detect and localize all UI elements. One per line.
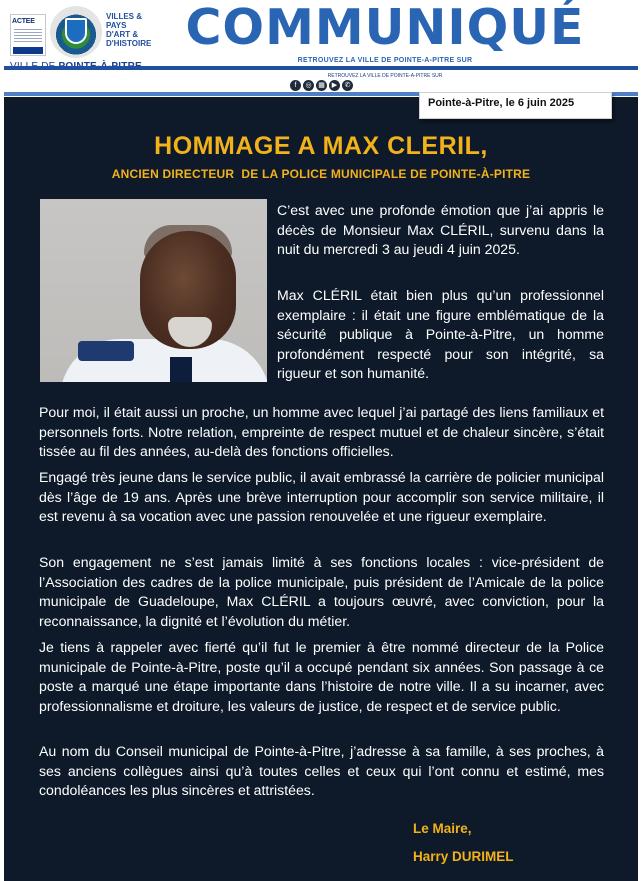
tagline-small: RETROUVEZ LA VILLE DE POINTE-A-PITRE SUR <box>327 73 443 79</box>
header <box>0 0 642 97</box>
seal-shield-icon <box>65 18 87 44</box>
acotee-logo <box>10 14 46 56</box>
paragraph-7: Au nom du Conseil municipal de Pointe-à-Pitre, j’adresse à sa famille, à ses proches, à ses anciens collègues ainsi qu’à toutes celles et ceux qui l’ont connu et estimé, mes condoléances les plus sincères et attristées. <box>39 743 604 798</box>
acotee-label: ACTEE <box>12 18 35 25</box>
villes-pays-art-logo: VILLES & PAYS D'ART & D'HISTOIRE <box>106 12 152 48</box>
paragraph-2: Max CLÉRIL était bien plus qu’un professionnel exemplaire : il était une figure emblématique de la sécurité publique à Pointe-à-Pitre, un homme profondément respecté pour son intégrité, sa rigueur et son humanité. <box>277 287 604 381</box>
acotee-badge-icon <box>13 47 43 54</box>
whatsapp-icon[interactable]: ✆ <box>342 80 353 91</box>
paragraph-6: Je tiens à rappeler avec fierté qu’il fut le premier à être nommé directeur de la Police municipale de Pointe-à-Pitre, poste qu’il a occupé pendant six années. Son passage à ce poste a marqué une étape importante dans l’histoire de notre ville. Il a su incarner, avec professionnalisme et droiture, les valeurs de justice, de respect et de service public. <box>39 639 604 714</box>
portrait-photo <box>40 199 267 382</box>
header-divider <box>4 66 638 70</box>
city-seal-icon <box>50 6 102 58</box>
paragraph-5: Son engagement ne s’est jamais limité à ses fonctions locales : vice-président de l’Association des cadres de la police municipale, puis président de l’Amicale de la police municipale de Guadeloupe, Max CLÉRIL a toujours œuvré, avec conviction, pour la reconnaissance, la dignité et l’évolution du métier. <box>39 554 604 629</box>
instagram-icon[interactable]: ◎ <box>303 80 314 91</box>
facebook-icon[interactable]: f <box>290 80 301 91</box>
page-title: HOMMAGE A MAX CLERIL, <box>154 132 488 160</box>
paragraph-1: C’est avec une profonde émotion que j’ai appris le décès de Monsieur Max CLÉRIL, survenu dans la nuit du mercredi 3 au jeudi 4 juin 2025. <box>277 202 604 257</box>
social-links <box>290 80 353 91</box>
photo-epaulette <box>78 341 134 361</box>
photo-tie <box>170 357 192 382</box>
date-label: Pointe-à-Pitre, le 6 juin 2025 <box>419 92 612 119</box>
tagline: RETROUVEZ LA VILLE DE POINTE-A-PITRE SUR <box>297 57 473 64</box>
web-icon[interactable]: ▦ <box>316 80 327 91</box>
city-logo-block <box>4 4 152 70</box>
signature-role: Le Maire, <box>413 821 472 836</box>
signature-name: Harry DURIMEL <box>413 849 514 864</box>
acotee-lines-icon <box>14 29 42 43</box>
paragraph-4: Engagé très jeune dans le service public, il avait embrassé la carrière de policier municipal dès l’âge de 19 ans. Après une brève interruption pour accomplir son service militaire, il est revenu à sa vocation avec une passion renouvelée et une rigueur exemplaire. <box>39 469 604 524</box>
youtube-icon[interactable]: ▶ <box>329 80 340 91</box>
masthead-title: COMMUNIQUÉ <box>185 0 585 56</box>
page-subtitle: ANCIEN DIRECTEUR DE LA POLICE MUNICIPALE DE POINTE-À-PITRE <box>111 167 531 181</box>
paragraph-3: Pour moi, il était aussi un proche, un homme avec lequel j’ai partagé des liens familiaux et personnels forts. Notre relation, empreinte de respect mutuel et de chaleur sincère, s’était tissée au fil des années, au-delà des fonctions officielles. <box>39 404 604 459</box>
